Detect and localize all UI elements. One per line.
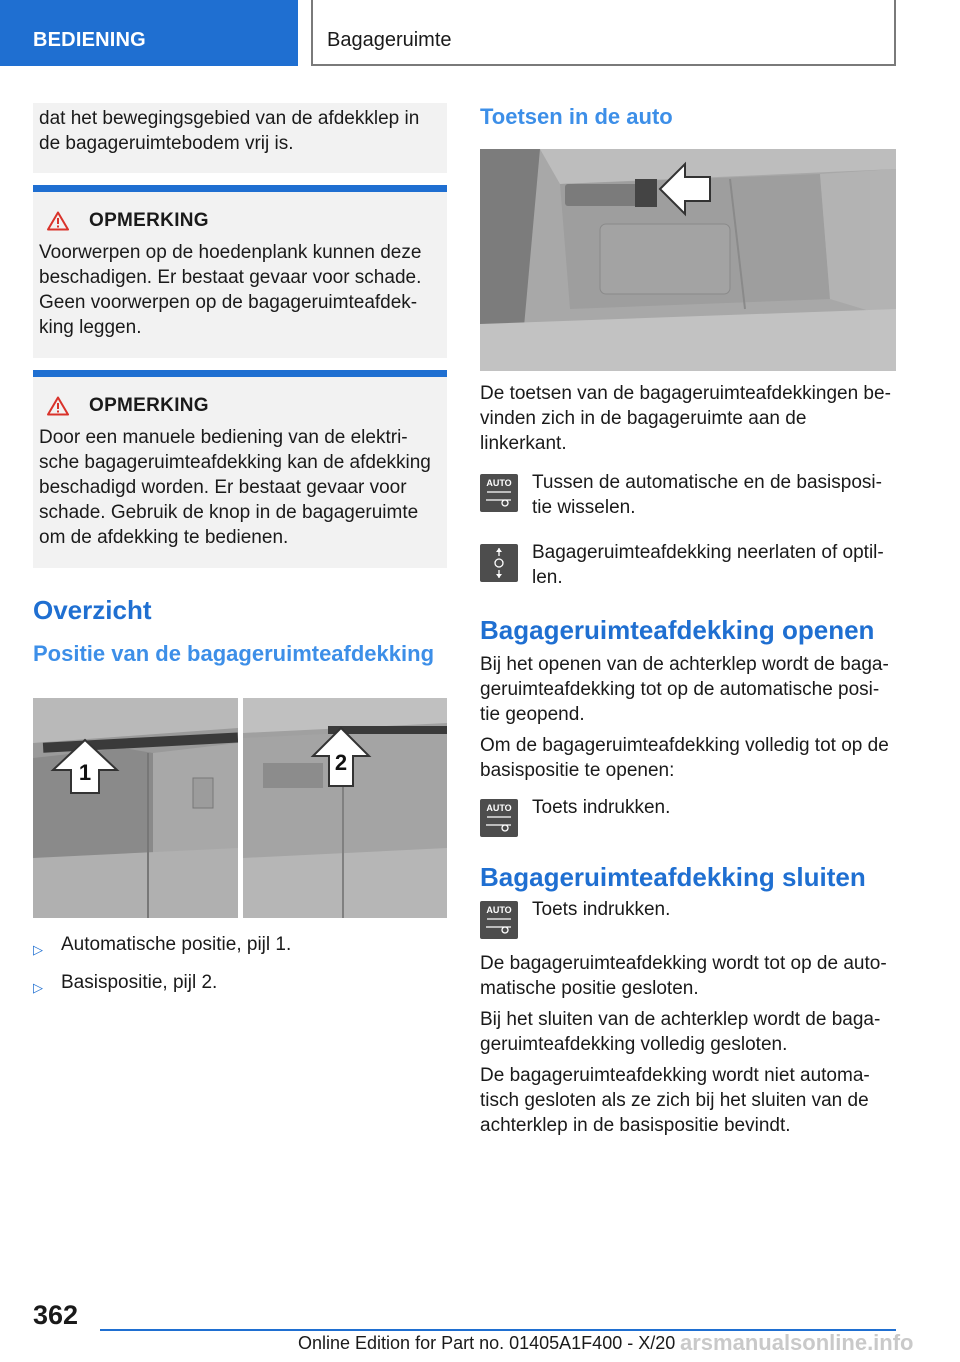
triangle-bullet-icon: ▷ [33, 942, 43, 957]
open-paragraph-1: Bij het openen van de achterklep wordt de baga-geruimteafdekking tot op de automatische posi-tie geopend. [480, 654, 889, 725]
continued-text: dat het bewegingsgebied van de afdekklep in de bagageruimtebodem vrij is. [39, 108, 420, 154]
auto-toggle-icon [480, 901, 518, 939]
position-list [33, 932, 447, 1000]
watermark: arsmanualsonline.info [680, 1330, 914, 1355]
footer-edition: Online Edition for Part no. 01405A1F400 - X/20 [298, 1333, 676, 1353]
chapter-title: Bagageruimte [311, 0, 896, 66]
button-row-auto [480, 470, 896, 520]
notice-title: OPMERKING [89, 395, 209, 416]
button-auto-text: Tussen de automatische en de basisposi-tie wisselen. [532, 472, 882, 518]
notice-box-2 [33, 370, 447, 568]
svg-text:AUTO: AUTO [486, 803, 512, 813]
buttons-heading: Toetsen in de auto [480, 104, 673, 129]
arrow-label-1: 1 [78, 760, 92, 785]
list-item: ▷ Automatische positie, pijl 1. [33, 932, 447, 962]
buttons-text: De toetsen van de bagageruimteafdekkingen be-vinden zich in de bagageruimte aan de linkerkant. [480, 383, 891, 454]
arrow-label-2: 2 [334, 750, 347, 775]
open-paragraph-2: Om de bagageruimteafdekking volledig tot op de basispositie te openen: [480, 735, 889, 781]
open-heading: Bagageruimteafdekking openen [480, 615, 875, 645]
auto-toggle-icon [480, 799, 518, 837]
position-heading: Positie van de bagageruimteafdekking [33, 641, 435, 666]
warning-triangle-icon [47, 211, 69, 231]
notice-text: Door een manuele bediening van de elektri-sche bagageruimteafdekking kan de afdekking beschadigd worden. Er bestaat gevaar voor schade. Gebruik de knop in de bagageruimte om de afdekking te bedienen. [39, 427, 431, 548]
photo-base-position [243, 698, 448, 918]
photo-buttons-location [480, 149, 896, 371]
overview-heading: Overzicht [33, 595, 152, 625]
close-paragraph-1: De bagageruimteafdekking wordt tot op de auto-matische positie gesloten. [480, 953, 887, 999]
list-item: ▷ Basispositie, pijl 2. [33, 970, 447, 1000]
notice-title: OPMERKING [89, 210, 209, 231]
button-row-updown [480, 540, 896, 590]
notice-text: Voorwerpen op de hoedenplank kunnen deze beschadigen. Er bestaat gevaar voor schade. Geen voorwerpen op de bagageruimteafdek-king leggen. [39, 242, 422, 338]
right-column [480, 103, 896, 1138]
close-heading: Bagageruimteafdekking sluiten [480, 862, 866, 892]
photo-automatic-position [33, 698, 238, 918]
svg-text:AUTO: AUTO [486, 478, 512, 488]
auto-toggle-icon [480, 474, 518, 512]
open-step-text: Toets indrukken. [532, 797, 671, 818]
notice-header [39, 395, 441, 417]
continued-box [33, 103, 447, 173]
close-step-row [480, 897, 896, 939]
close-paragraph-3: De bagageruimteafdekking wordt niet automa-tisch gesloten als ze zich bij het sluiten van de achterklep in de basispositie bevindt. [480, 1065, 870, 1136]
section-tab: BEDIENING [0, 0, 298, 66]
triangle-bullet-icon: ▷ [33, 980, 43, 995]
notice-header [39, 210, 441, 232]
notice-box-1 [33, 185, 447, 358]
close-step-text: Toets indrukken. [532, 899, 671, 920]
button-updown-text: Bagageruimteafdekking neerlaten of optil-len. [532, 542, 884, 588]
page-number: 362 [33, 1300, 79, 1330]
up-down-icon [480, 544, 518, 582]
warning-triangle-icon [47, 396, 69, 416]
open-step-row [480, 795, 896, 837]
left-column [33, 103, 447, 1008]
position-photos [33, 698, 447, 918]
svg-text:AUTO: AUTO [486, 905, 512, 915]
close-paragraph-2: Bij het sluiten van de achterklep wordt de baga-geruimteafdekking volledig gesloten. [480, 1009, 881, 1055]
